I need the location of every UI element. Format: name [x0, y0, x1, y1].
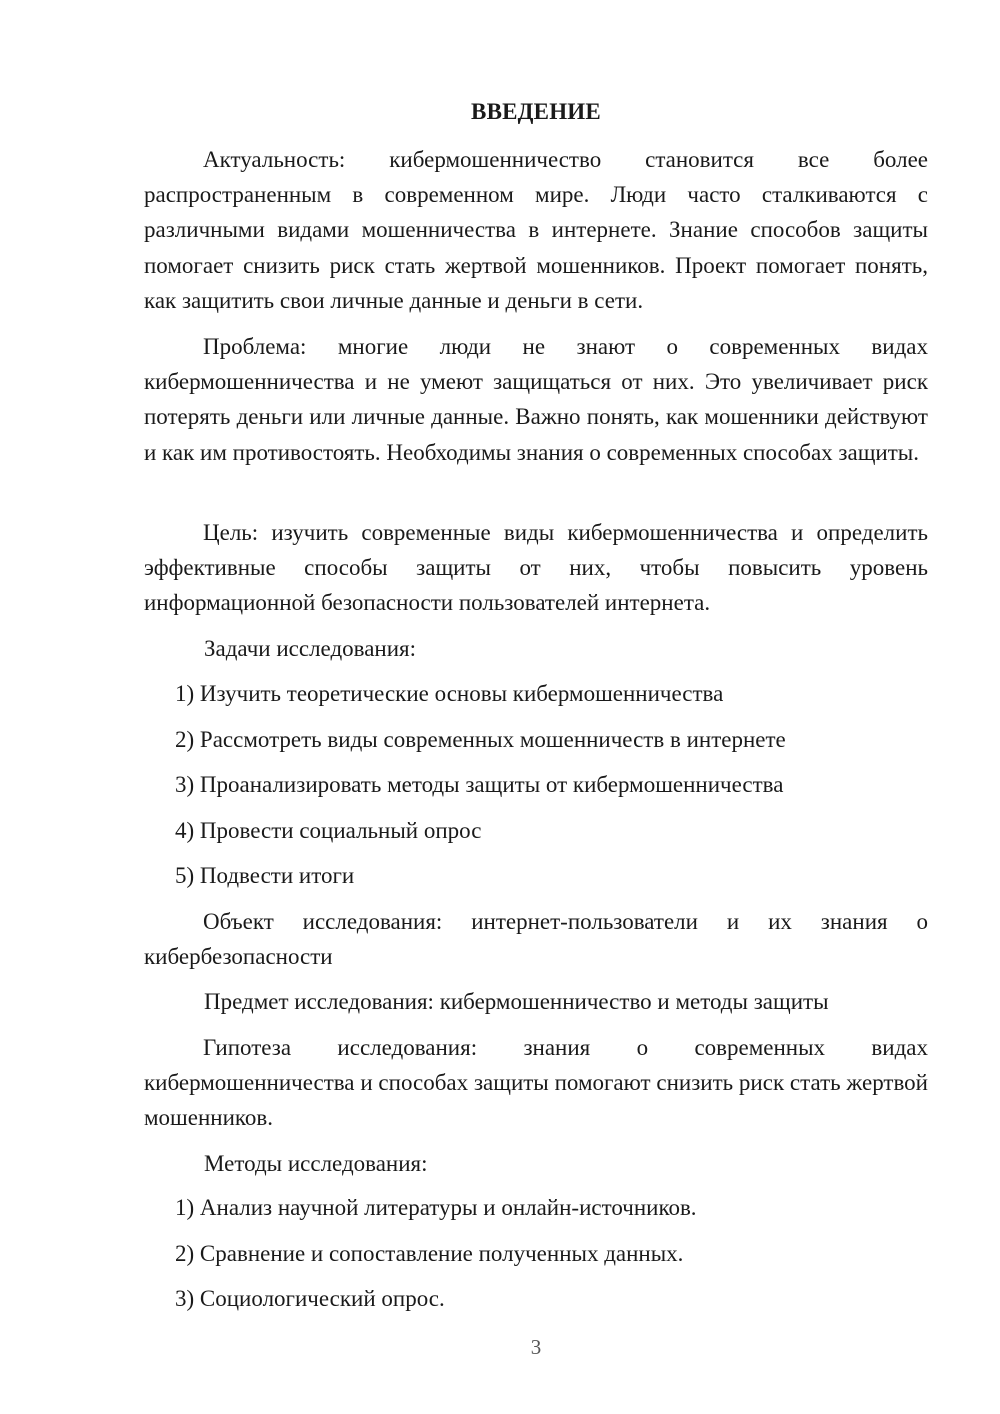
method-item: 2) Сравнение и сопоставление полученных данных.: [175, 1241, 684, 1266]
subject-paragraph: Предмет исследования: кибермошенничество и методы защиты: [204, 989, 829, 1014]
task-item: 5) Подвести итоги: [175, 863, 355, 888]
tasks-title: Задачи исследования:: [204, 636, 417, 661]
method-item: 1) Анализ научной литературы и онлайн-источников.: [175, 1195, 697, 1220]
section-heading: ВВЕДЕНИЕ: [471, 99, 601, 124]
method-item: 3) Социологический опрос.: [175, 1286, 445, 1311]
task-item: 3) Проанализировать методы защиты от кибермошенничества: [175, 772, 784, 797]
task-item: 4) Провести социальный опрос: [175, 818, 482, 843]
problem-paragraph: Проблема: многие люди не знают о современных видах кибермошенничества и не умеют защищаться от них. Это увеличивает риск потерять деньги или личные данные. Важно понять, как мошенники действуют и как им противостоять. Необходимы знания о современных способах защиты.: [144, 334, 928, 465]
goal-paragraph: Цель: изучить современные виды кибермошенничества и определить эффективные способы защиты от них, чтобы повысить уровень информационной безопасности пользователей интернета.: [144, 520, 928, 616]
task-item: 2) Рассмотреть виды современных мошенничеств в интернете: [175, 727, 786, 752]
object-paragraph: Объект исследования: интернет-пользователи и их знания о кибербезопасности: [144, 909, 928, 970]
task-item: 1) Изучить теоретические основы кибермошенничества: [175, 681, 724, 706]
hypothesis-paragraph: Гипотеза исследования: знания о современных видах кибермошенничества и способах защиты помогают снизить риск стать жертвой мошенников.: [144, 1035, 928, 1131]
methods-title: Методы исследования:: [204, 1151, 428, 1176]
page-number: 3: [530, 1335, 542, 1359]
relevance-paragraph: Актуальность: кибермошенничество становится все более распространенным в современном мире. Люди часто сталкиваются с различными видами мошенничества в интернете. Знание способов защиты помогает снизить риск стать жертвой мошенников. Проект помогает понять, как защитить свои личные данные и деньги в сети.: [144, 147, 928, 313]
